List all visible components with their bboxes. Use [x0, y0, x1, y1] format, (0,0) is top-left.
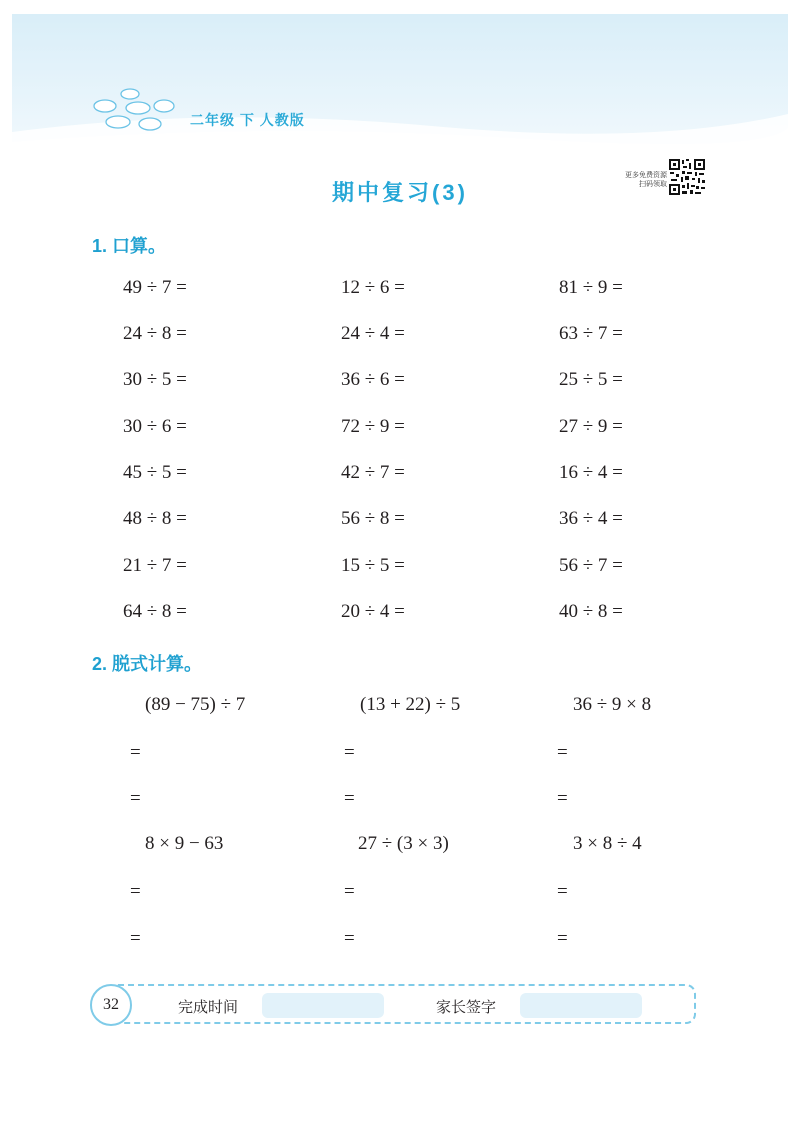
step-problem: (89 − 75) ÷ 7 — [145, 694, 246, 715]
oral-problem: 45 ÷ 5 = — [123, 462, 187, 483]
qr-caption-line-2: 扫码领取 — [639, 181, 667, 188]
equals-line: = — [130, 928, 141, 949]
equals-line: = — [130, 742, 141, 763]
oral-problem: 48 ÷ 8 = — [123, 508, 187, 529]
oral-problem: 56 ÷ 7 = — [559, 555, 623, 576]
oral-problem: 24 ÷ 8 = — [123, 323, 187, 344]
oral-problem: 63 ÷ 7 = — [559, 323, 623, 344]
equals-line: = — [557, 788, 568, 809]
oral-problem: 27 ÷ 9 = — [559, 416, 623, 437]
equals-line: = — [344, 742, 355, 763]
equals-line: = — [557, 742, 568, 763]
parent-signature-label: 家长签字 — [436, 999, 497, 1016]
oral-problem: 16 ÷ 4 = — [559, 462, 623, 483]
oral-problem: 49 ÷ 7 = — [123, 277, 187, 298]
step-problem: 3 × 8 ÷ 4 — [573, 833, 642, 854]
equals-line: = — [557, 881, 568, 902]
oral-problem: 24 ÷ 4 = — [341, 323, 405, 344]
section-2-title: 2. 脱式计算。 — [92, 654, 203, 674]
step-problem: 36 ÷ 9 × 8 — [573, 694, 652, 715]
section-1-title: 1. 口算。 — [92, 236, 167, 256]
oral-problem: 20 ÷ 4 = — [341, 601, 405, 622]
oral-problem: 21 ÷ 7 = — [123, 555, 187, 576]
oral-problem: 42 ÷ 7 = — [341, 462, 405, 483]
oral-problem: 15 ÷ 5 = — [341, 555, 405, 576]
qr-code-icon[interactable] — [668, 158, 706, 196]
oral-problem: 36 ÷ 4 = — [559, 508, 623, 529]
cloud-icon — [90, 86, 180, 136]
completion-time-label: 完成时间 — [178, 999, 239, 1016]
oral-problem: 30 ÷ 6 = — [123, 416, 187, 437]
oral-problem: 25 ÷ 5 = — [559, 369, 623, 390]
step-problem: (13 + 22) ÷ 5 — [360, 694, 461, 715]
equals-line: = — [344, 788, 355, 809]
oral-problem: 40 ÷ 8 = — [559, 601, 623, 622]
equals-line: = — [344, 881, 355, 902]
oral-problem: 81 ÷ 9 = — [559, 277, 623, 298]
oral-problem: 64 ÷ 8 = — [123, 601, 187, 622]
oral-problem: 56 ÷ 8 = — [341, 508, 405, 529]
oral-problem: 72 ÷ 9 = — [341, 416, 405, 437]
completion-time-field[interactable] — [262, 993, 384, 1018]
oral-problem: 30 ÷ 5 = — [123, 369, 187, 390]
step-problem: 8 × 9 − 63 — [145, 833, 224, 854]
step-problem: 27 ÷ (3 × 3) — [358, 833, 449, 854]
equals-line: = — [557, 928, 568, 949]
equals-line: = — [130, 881, 141, 902]
equals-line: = — [344, 928, 355, 949]
page-number: 32 — [90, 984, 132, 1026]
qr-caption — [617, 171, 667, 189]
page-title: 期中复习(3) — [332, 180, 468, 205]
oral-problem: 36 ÷ 6 = — [341, 369, 405, 390]
oral-problem: 12 ÷ 6 = — [341, 277, 405, 298]
equals-line: = — [130, 788, 141, 809]
qr-caption-line-1: 更多免费资源 — [625, 172, 667, 179]
parent-signature-field[interactable] — [520, 993, 642, 1018]
grade-label: 二年级 下 人教版 — [190, 112, 305, 128]
